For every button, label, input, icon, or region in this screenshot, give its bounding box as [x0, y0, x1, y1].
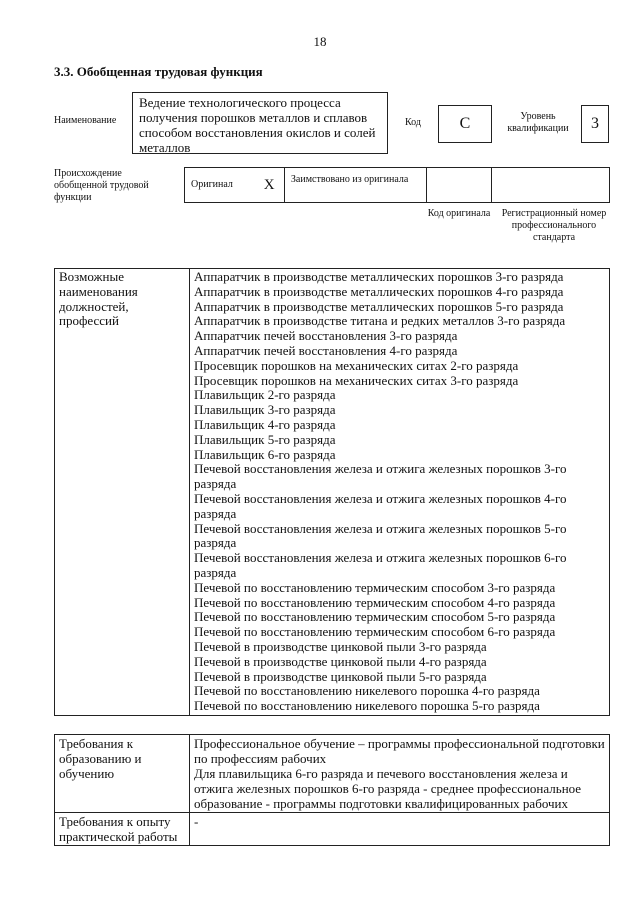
original-mark-cell: [254, 168, 284, 203]
list-item: Плавильщик 5-го разряда: [194, 431, 336, 447]
education-label: Требования к образованию и обучению: [59, 736, 142, 781]
positions-label-cell: [55, 269, 190, 716]
page-number: 18: [313, 34, 327, 49]
list-item: Печевой по восстановлению термическим способом 5-го разряда: [194, 609, 556, 625]
name-value-box: [132, 92, 388, 154]
origin-table: [184, 167, 610, 203]
education-line: Для плавильщика 6-го разряда и печевого восстановления железа и отжига железных порошков 6-го разряда - среднее профессиональное образование - программы подготовки квалифицированных рабочих: [194, 766, 582, 811]
list-item: Аппаратчик в производстве металлических порошков 4-го разряда: [194, 283, 564, 299]
origin-label: Происхождение обобщенной трудовой функции: [54, 168, 149, 203]
list-item: Просевщик порошков на механических ситах 2-го разряда: [194, 357, 519, 373]
list-item: Плавильщик 2-го разряда: [194, 387, 336, 403]
positions-label: Возможные наименования должностей, профессий: [59, 269, 138, 329]
education-value-cell: [190, 735, 610, 813]
education-line: Профессиональное обучение – программы профессиональной подготовки по профессиям рабочих: [194, 736, 605, 766]
requirements-table: [54, 734, 610, 846]
level-value: 3: [591, 115, 599, 132]
list-item: Плавильщик 3-го разряда: [194, 402, 336, 418]
list-item: Аппаратчик печей восстановления 3-го разряда: [194, 328, 458, 344]
code-value-box: [438, 105, 492, 143]
list-item: Печевой по восстановлению термическим способом 4-го разряда: [194, 594, 556, 610]
borrowed-cell: [284, 168, 426, 203]
original-mark: X: [263, 176, 275, 193]
list-item: Аппаратчик в производстве металлических порошков 5-го разряда: [194, 298, 564, 314]
experience-label: Требования к опыту практической работы: [59, 814, 178, 844]
list-item: Печевой по восстановлению термическим способом 3-го разряда: [194, 579, 556, 595]
level-label: Уровень квалификации: [507, 111, 569, 134]
code-original-cell: [426, 168, 492, 203]
education-label-cell: [55, 735, 190, 813]
list-item: Аппаратчик в производстве металлических порошков 3-го разряда: [194, 269, 564, 284]
list-item: Печевой по восстановлению никелевого порошка 5-го разряда: [194, 698, 540, 714]
list-item: Плавильщик 6-го разряда: [194, 446, 336, 462]
original-label-cell: [185, 168, 255, 203]
list-item: Печевой восстановления железа и отжига железных порошков 5-го разряда: [194, 520, 567, 551]
code-value: C: [459, 115, 471, 132]
positions-list: [190, 269, 610, 716]
level-value-box: [581, 105, 609, 143]
list-item: Печевой по восстановлению термическим способом 6-го разряда: [194, 624, 556, 640]
list-item: Печевой в производстве цинковой пыли 3-го разряда: [194, 638, 487, 654]
list-item: Печевой восстановления железа и отжига железных порошков 6-го разряда: [194, 550, 567, 580]
experience-value: -: [194, 814, 199, 829]
list-item: Просевщик порошков на механических ситах 3-го разряда: [194, 372, 519, 388]
original-label: Оригинал: [191, 179, 233, 190]
code-original-caption: Код оригинала: [427, 208, 491, 219]
name-value: Ведение технологического процесса получения порошков металлов и сплавов способом восстановления окислов и солей металлов: [139, 95, 376, 155]
list-item: Аппаратчик в производстве титана и редких металлов 3-го разряда: [194, 313, 566, 329]
list-item: Печевой восстановления железа и отжига железных порошков 4-го разряда: [194, 490, 567, 521]
list-item: Печевой в производстве цинковой пыли 5-го разряда: [194, 668, 487, 684]
list-item: Аппаратчик печей восстановления 4-го разряда: [194, 342, 458, 358]
code-label: Код: [405, 117, 421, 128]
positions-table: [54, 268, 610, 716]
list-item: Печевой восстановления железа и отжига железных порошков 3-го разряда: [194, 461, 567, 492]
reg-number-caption: Регистрационный номер профессионального стандарта: [501, 208, 607, 243]
borrowed-label: Заимствовано из оригинала: [290, 174, 409, 185]
experience-value-cell: [190, 813, 610, 846]
name-label: Наименование: [54, 115, 117, 126]
reg-number-cell: [492, 168, 610, 203]
list-item: Печевой по восстановлению никелевого порошка 4-го разряда: [194, 683, 540, 699]
list-item: Печевой в производстве цинковой пыли 4-го разряда: [194, 653, 487, 669]
section-title: 3.3. Обобщенная трудовая функция: [54, 64, 263, 79]
list-item: Плавильщик 4-го разряда: [194, 416, 336, 432]
experience-label-cell: [55, 813, 190, 846]
